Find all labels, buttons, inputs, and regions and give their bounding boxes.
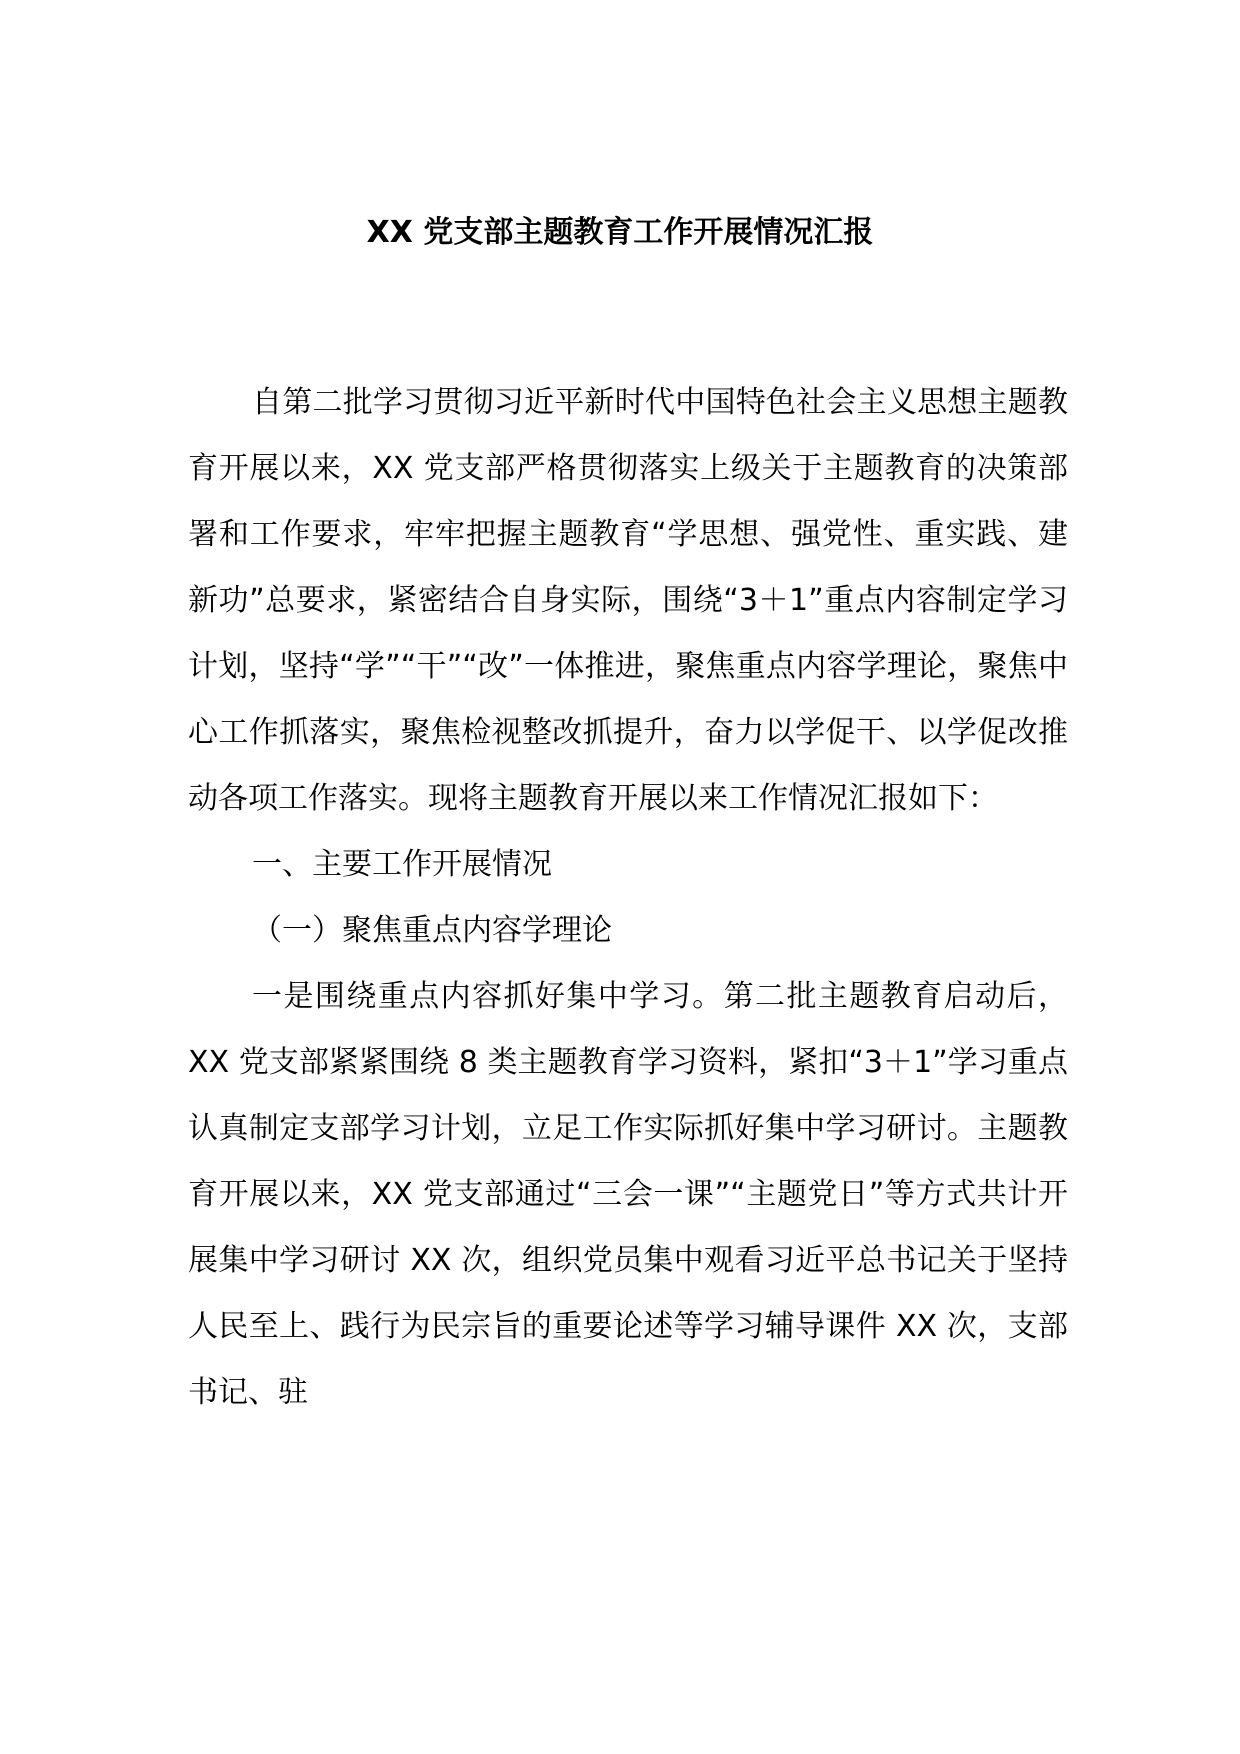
intro-paragraph: 自第二批学习贯彻习近平新时代中国特色社会主义思想主题教育开展以来，XX 党支部严格贯彻落实上级关于主题教育的决策部署和工作要求，牢牢把握主题教育“学思想、强党性、重实践、建新功”总要求，紧密结合自身实际，围绕“3＋1”重点内容制定学习计划，坚持“学”“干”“改”一体推进，聚焦重点内容学理论，聚焦中心工作抓落实，聚焦检视整改抓提升，奋力以学促干、以学促改推动各项工作落实。现将主题教育开展以来工作情况汇报如下： bbox=[188, 385, 1068, 816]
subsection-heading: （一）聚焦重点内容学理论 bbox=[252, 913, 612, 948]
document-body bbox=[188, 370, 1068, 1426]
body-paragraph: 一是围绕重点内容抓好集中学习。第二批主题教育启动后，XX 党支部紧紧围绕 8 类主题教育学习资料，紧扣“3＋1”学习重点认真制定支部学习计划，立足工作实际抓好集中学习研讨。主题教育开展以来，XX 党支部通过“三会一课”“主题党日”等方式共计开展集中学习研讨 XX 次，组织党员集中观看习近平总书记关于坚持人民至上、践行为民宗旨的重要论述等学习辅导课件 XX 次，支部书记、驻 bbox=[188, 979, 1068, 1410]
section-heading: 一、主要工作开展情况 bbox=[252, 847, 552, 882]
document-title: XX 党支部主题教育工作开展情况汇报 bbox=[366, 215, 874, 250]
